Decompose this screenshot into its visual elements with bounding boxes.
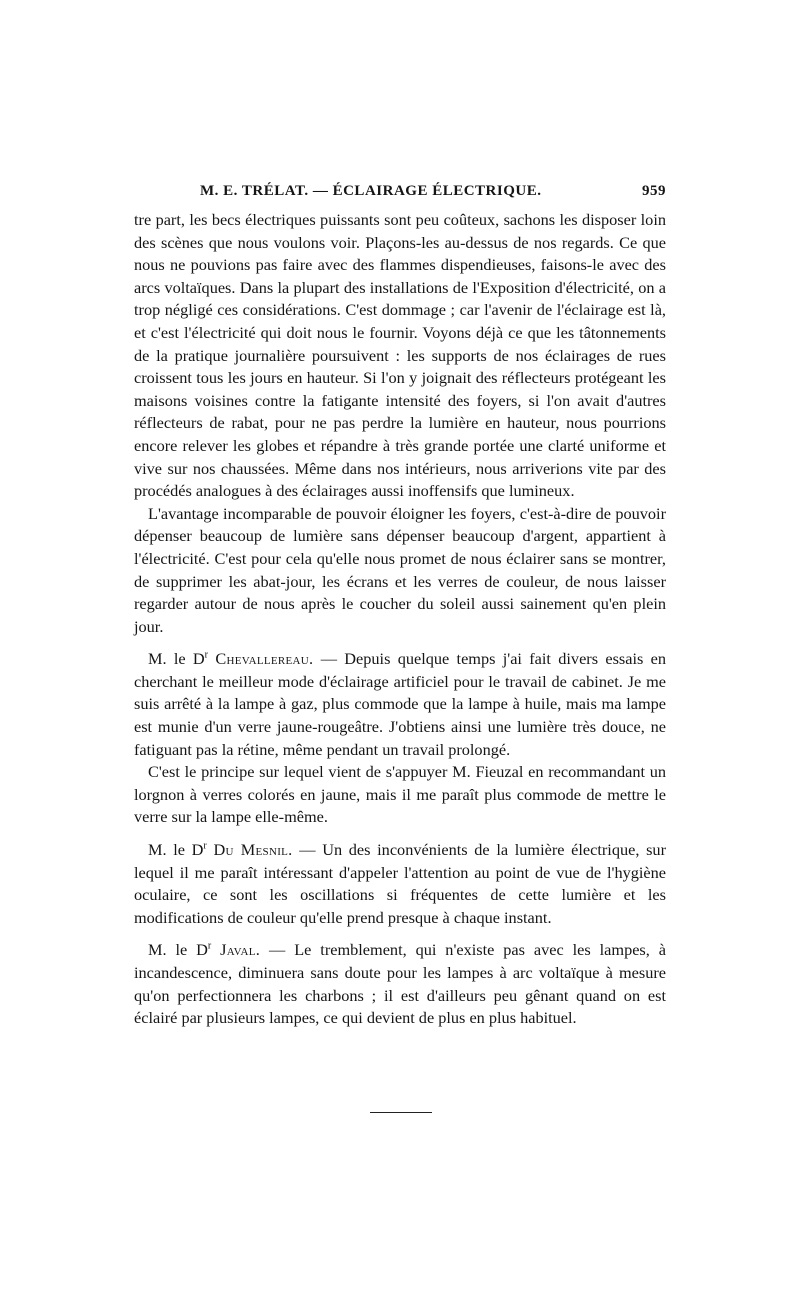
running-title: M. E. TRÉLAT. — ÉCLAIRAGE ÉLECTRIQUE.	[200, 183, 542, 199]
section-end-rule	[370, 1112, 432, 1113]
paragraph-electricity-advantage: L'avantage incomparable de pouvoir éloigner les foyers, c'est-à-dire de pouvoir dépenser beaucoup de lumière sans dépenser beaucoup d'argent, appartient à l'électricité. C'est pour cela qu'elle nous promet de nous éclairer sans se montrer, de supprimer les abat-jour, les écrans et les verres de couleur, de nous laisser regarder autour de nous après le coucher du soleil aussi sainement qu'en plein jour.	[134, 503, 666, 636]
speaker-du-mesnil	[134, 839, 666, 929]
page-number: 959	[642, 183, 666, 199]
paragraph-continuation: tre part, les becs électriques puissants sont peu coûteux, sachons les disposer loin des scènes que nous voulons voir. Plaçons-les au-dessus de nos regards. Ce que nous ne pouvions pas faire avec des flammes dispendieuses, faisons-le avec des arcs voltaïques. Dans la plupart des installations de l'Exposition d'électricité, on a trop négligé ces considérations. C'est dommage ; car l'avenir de l'éclairage est là, et c'est l'électricité qui doit nous le fournir. Voyons déjà ce que les tâtonnements de la pratique journalière poursuivent : les supports de nos éclairages de rues croissent tous les jours en hauteur. Si l'on y joignait des réflecteurs protégeant les maisons voisines contre la fatigante intensité des foyers, si l'on avait d'autres réflecteurs de rabat, pour ne pas perdre la lumière en hauteur, nous pourrions encore relever les globes et répandre à très grande portée une clarté uniforme et vive sur nos chaussées. Même dans nos intérieurs, nous arriverions vite par des procédés analogues à des éclairages aussi inoffensifs que lumineux.	[134, 210, 666, 501]
speaker-chevallereau	[134, 648, 666, 761]
speaker-remark: — Le tremblement, qui n'existe pas avec les lampes, à incandescence, diminuera sans doute pour les lampes à arc voltaïque à mesure qu'on perfectionnera les charbons ; il est d'ailleurs peu gênant quand on est éclairé par plusieurs lampes, ce qui devient de plus en plus habituel.	[134, 940, 666, 1028]
speaker-name: M. le $D^r$ Javal.	[148, 940, 261, 960]
page	[134, 183, 666, 1030]
article-body	[134, 209, 666, 1030]
speaker-remark: — Un des inconvénients de la lumière électrique, sur lequel il me paraît intéressant d'appeler l'attention au point de vue de l'hygiène oculaire, ce sont les oscillations si fréquentes de cette lumière et les modifications de couleur qu'elle prend presque à chaque instant.	[134, 840, 666, 927]
speaker-name: M. le $D^r$ Chevallereau.	[148, 649, 314, 669]
speaker-name: M. le $D^r$ Du Mesnil.	[148, 840, 293, 860]
running-header	[134, 183, 666, 209]
speaker-javal	[134, 939, 666, 1029]
paragraph-fieuzal: C'est le principe sur lequel vient de s'appuyer M. Fieuzal en recommandant un lorgnon à verres colorés en jaune, mais il me paraît plus commode de mettre le verre sur la lampe elle-même.	[134, 762, 666, 827]
speaker-remark: — Depuis quelque temps j'ai fait divers essais en cherchant le meilleur mode d'éclairage artificiel pour le travail de cabinet. Je me suis arrêté à la lampe à gaz, plus commode que la lampe à huile, mais ma lampe est munie d'un verre jaune-rougeâtre. J'obtiens ainsi une lumière très douce, ne fatiguant pas la rétine, même pendant un travail prolongé.	[134, 649, 667, 759]
